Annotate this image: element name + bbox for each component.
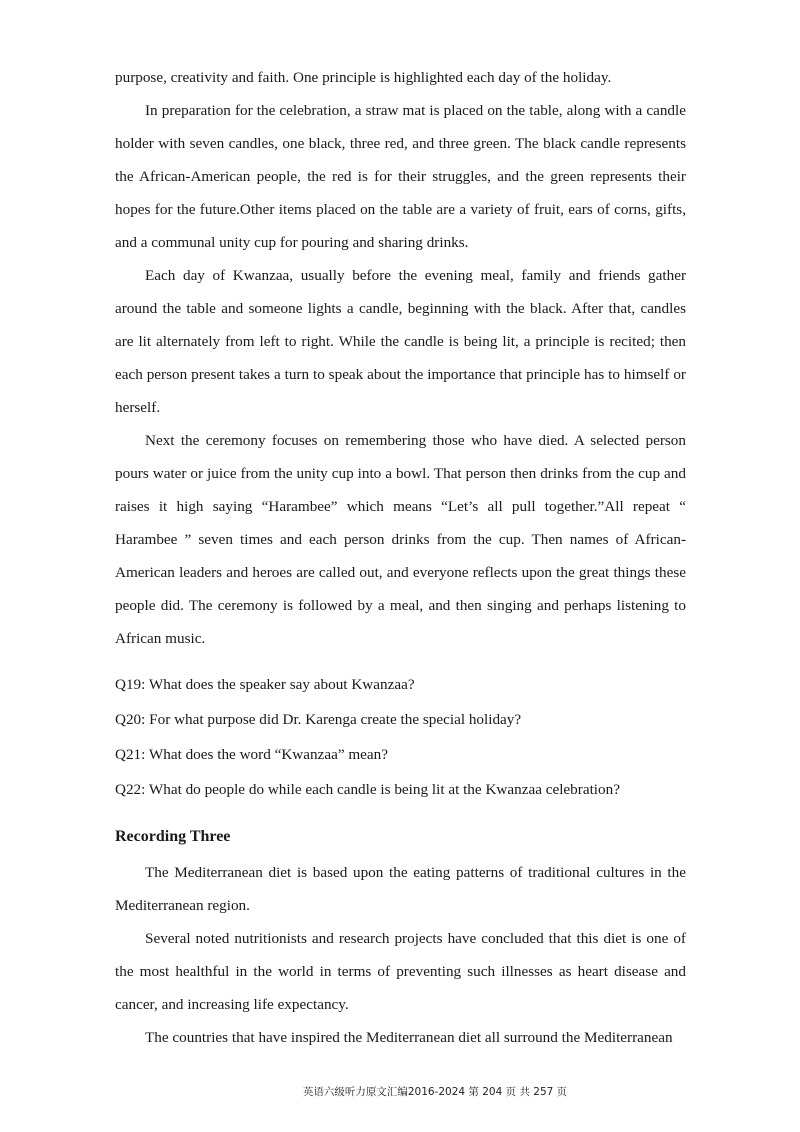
paragraph-candle-lighting: Each day of Kwanzaa, usually before the evening meal, family and friends gather around the table and someone lights a candle, beginning with the black. After that, candles are lit alternately from left to right. While the candle is being lit, a principle is recited; then each person present takes a turn to speak about the importance that principle has to himself or herself. — [115, 267, 686, 416]
question-19: Q19: What does the speaker say about Kwanzaa? — [115, 676, 415, 693]
document-page — [115, 61, 686, 1054]
paragraph-ceremony: Next the ceremony focuses on remembering those who have died. A selected person pours water or juice from the unity cup into a bowl. That person then drinks from the cup and raises it high saying “Harambee” which means “Let’s all pull together.”All repeat “ Harambee ” seven times and each person drinks from the cup. Then names of African-American leaders and heroes are called out, and everyone reflects upon the great things these people did. The ceremony is followed by a meal, and then singing and perhaps listening to African music. — [115, 432, 686, 647]
question-20: Q20: For what purpose did Dr. Karenga create the special holiday? — [115, 711, 522, 728]
page-footer: 英语六级听力原文汇编2016-2024 第 204 页 共 257 页 — [302, 1086, 568, 1098]
paragraph-diet-countries: The countries that have inspired the Mediterranean diet all surround the Mediterranean — [145, 1029, 673, 1046]
section-heading: Recording Three — [115, 828, 231, 845]
paragraph-diet-intro: The Mediterranean diet is based upon the eating patterns of traditional cultures in the Mediterranean region. — [115, 864, 686, 914]
question-21: Q21: What does the word “Kwanzaa” mean? — [115, 746, 388, 763]
question-list — [115, 667, 686, 807]
paragraph-preparation: In preparation for the celebration, a straw mat is placed on the table, along with a candle holder with seven candles, one black, three red, and three green. The black candle represents the African-American people, the red is for their struggles, and the green represents their hopes for the future.Other items placed on the table are a variety of fruit, ears of corns, gifts, and a communal unity cup for pouring and sharing drinks. — [115, 102, 686, 251]
question-22: Q22: What do people do while each candle is being lit at the Kwanzaa celebration? — [115, 781, 620, 798]
paragraph-continuation: purpose, creativity and faith. One principle is highlighted each day of the holiday. — [115, 69, 612, 86]
paragraph-diet-health: Several noted nutritionists and research projects have concluded that this diet is one of the most healthful in the world in terms of preventing such illnesses as heart disease and cancer, and increasing life expectancy. — [115, 930, 686, 1013]
